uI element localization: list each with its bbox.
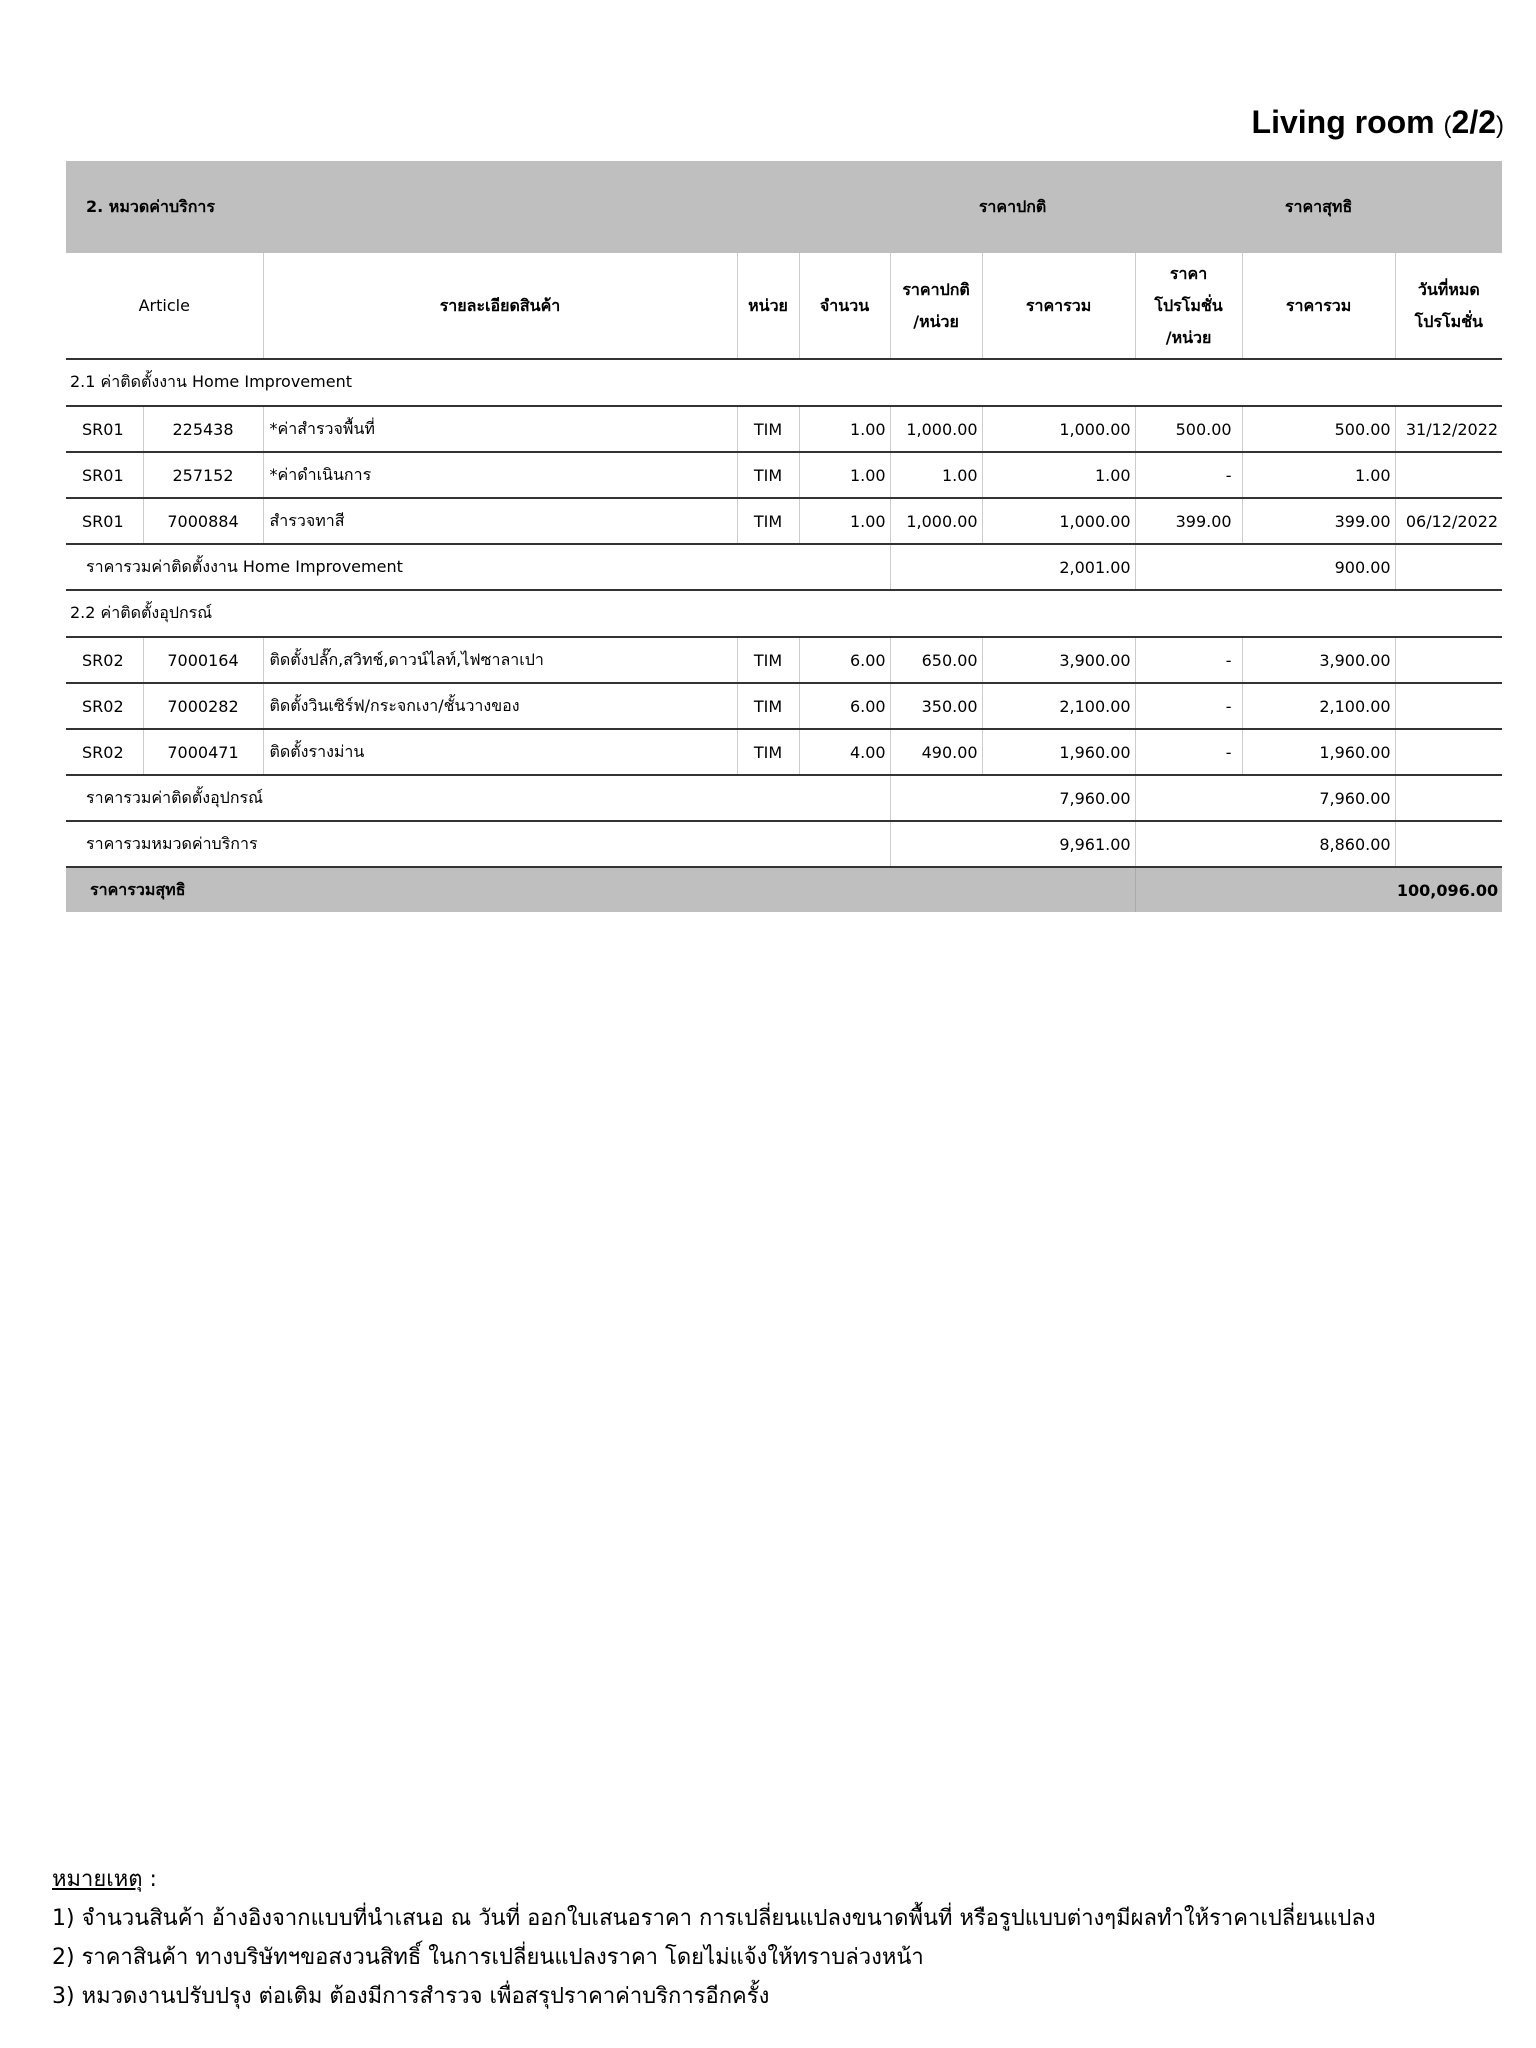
item-promo-price: - [1135, 452, 1242, 498]
item-qty: 4.00 [799, 729, 890, 775]
item-net-total: 2,100.00 [1242, 683, 1395, 729]
item-unit: TIM [737, 637, 799, 683]
item-detail: ติดตั้งปลั๊ก,สวิทช์,ดาวน์ไลท์,ไฟซาลาเปา [263, 637, 737, 683]
item-net-total: 1,960.00 [1242, 729, 1395, 775]
item-unit-price: 1,000.00 [890, 406, 982, 452]
subtotal-normal: 2,001.00 [890, 544, 1135, 590]
item-total: 1,000.00 [982, 406, 1135, 452]
item-total: 3,900.00 [982, 637, 1135, 683]
item-code: SR02 [66, 729, 143, 775]
item-total: 1,960.00 [982, 729, 1135, 775]
item-unit-price: 490.00 [890, 729, 982, 775]
item-unit: TIM [737, 452, 799, 498]
item-unit-price: 650.00 [890, 637, 982, 683]
table-row [66, 452, 1502, 498]
section-title: 2. หมวดค่าบริการ [66, 161, 890, 253]
note-line-2: 2) ราคาสินค้า ทางบริษัทฯขอสงวนสิทธิ์ ในการเปลี่ยนแปลงราคา โดยไม่แจ้งให้ทราบล่วงหน้า [52, 1945, 924, 1970]
col-unit: หน่วย [737, 253, 799, 359]
item-promo-end [1395, 683, 1502, 729]
table-row [66, 406, 1502, 452]
item-article: 257152 [143, 452, 263, 498]
section-row [66, 359, 1502, 406]
item-article: 7000164 [143, 637, 263, 683]
col-article: Article [138, 295, 190, 315]
section-heading: 2.2 ค่าติดตั้งอุปกรณ์ [66, 590, 1502, 637]
table-row [66, 498, 1502, 544]
grand-total-row [66, 867, 1502, 912]
item-net-total: 399.00 [1242, 498, 1395, 544]
col-promo-end: วันที่หมด โปรโมชั่น [1395, 253, 1502, 359]
col-total: ราคารวม [982, 253, 1135, 359]
item-detail: ติดตั้งรางม่าน [263, 729, 737, 775]
category-total-label: ราคารวมหมวดค่าบริการ [66, 821, 890, 867]
note-line-1: 1) จำนวนสินค้า อ้างอิงจากแบบที่นำเสนอ ณ วันที่ ออกใบเสนอราคา การเปลี่ยนแปลงขนาดพื้นที่ หรือรูปแบบต่างๆมีผลทำให้ราคาเปลี่ยนแปลง [52, 1906, 1376, 1931]
item-promo-end [1395, 452, 1502, 498]
item-detail: *ค่าดำเนินการ [263, 452, 737, 498]
item-article: 225438 [143, 406, 263, 452]
item-code: SR01 [66, 498, 143, 544]
item-qty: 1.00 [799, 452, 890, 498]
col-qty: จำนวน [799, 253, 890, 359]
table-row [66, 637, 1502, 683]
item-qty: 1.00 [799, 498, 890, 544]
notes-title: หมายเหตุ : [52, 1867, 157, 1892]
item-code: SR01 [66, 406, 143, 452]
item-promo-end: 31/12/2022 [1395, 406, 1502, 452]
item-net-total: 3,900.00 [1242, 637, 1395, 683]
item-promo-end [1395, 729, 1502, 775]
table-row [66, 729, 1502, 775]
item-code: SR02 [66, 683, 143, 729]
item-qty: 1.00 [799, 406, 890, 452]
subtotal-row [66, 775, 1502, 821]
note-line-3: 3) หมวดงานปรับปรุง ต่อเติม ต้องมีการสำรวจ เพื่อสรุปราคาค่าบริการอีกครั้ง [52, 1984, 770, 2009]
item-promo-price: - [1135, 683, 1242, 729]
item-promo-price: 399.00 [1135, 498, 1242, 544]
item-unit-price: 1.00 [890, 452, 982, 498]
item-promo-price: - [1135, 637, 1242, 683]
item-promo-end [1395, 637, 1502, 683]
item-net-total: 500.00 [1242, 406, 1395, 452]
subtotal-label: ราคารวมค่าติดตั้งอุปกรณ์ [66, 775, 890, 821]
table-body [66, 359, 1502, 821]
item-net-total: 1.00 [1242, 452, 1395, 498]
item-total: 1.00 [982, 452, 1135, 498]
subtotal-normal: 7,960.00 [890, 775, 1135, 821]
grand-total-value: 100,096.00 [1135, 867, 1502, 912]
table-row [66, 683, 1502, 729]
item-code: SR02 [66, 637, 143, 683]
item-promo-end: 06/12/2022 [1395, 498, 1502, 544]
item-promo-price: - [1135, 729, 1242, 775]
item-detail: สำรวจทาสี [263, 498, 737, 544]
item-unit: TIM [737, 406, 799, 452]
item-promo-price: 500.00 [1135, 406, 1242, 452]
item-detail: ติดตั้งวินเซิร์ฟ/กระจกเงา/ชั้นวางของ [263, 683, 737, 729]
item-unit: TIM [737, 683, 799, 729]
group-normal-price: ราคาปกติ [890, 161, 1135, 253]
item-total: 1,000.00 [982, 498, 1135, 544]
notes [52, 1860, 1376, 2016]
subtotal-net: 900.00 [1135, 544, 1395, 590]
group-net-price: ราคาสุทธิ [1135, 161, 1502, 253]
col-detail: รายละเอียดสินค้า [263, 253, 737, 359]
item-unit: TIM [737, 498, 799, 544]
page-title: Living room (2/2) [1251, 104, 1504, 140]
category-header-row [66, 161, 1502, 253]
grand-total-label: ราคารวมสุทธิ [66, 867, 1135, 912]
col-unit-price: ราคาปกติ /หน่วย [890, 253, 982, 359]
item-qty: 6.00 [799, 637, 890, 683]
column-header-row [66, 253, 1502, 359]
item-code: SR01 [66, 452, 143, 498]
item-detail: *ค่าสำรวจพื้นที่ [263, 406, 737, 452]
col-net-total: ราคารวม [1242, 253, 1395, 359]
item-qty: 6.00 [799, 683, 890, 729]
subtotal-row [66, 544, 1502, 590]
category-total-net: 8,860.00 [1135, 821, 1395, 867]
category-total-normal: 9,961.00 [890, 821, 1135, 867]
quotation-table [66, 161, 1502, 912]
item-unit-price: 350.00 [890, 683, 982, 729]
item-article: 7000884 [143, 498, 263, 544]
subtotal-label: ราคารวมค่าติดตั้งงาน Home Improvement [66, 544, 890, 590]
item-unit-price: 1,000.00 [890, 498, 982, 544]
section-row [66, 590, 1502, 637]
item-unit: TIM [737, 729, 799, 775]
item-total: 2,100.00 [982, 683, 1135, 729]
item-article: 7000282 [143, 683, 263, 729]
category-total-row [66, 821, 1502, 867]
col-promo-price: ราคา โปรโมชั่น /หน่วย [1135, 253, 1242, 359]
item-article: 7000471 [143, 729, 263, 775]
section-heading: 2.1 ค่าติดตั้งงาน Home Improvement [66, 359, 1502, 406]
subtotal-net: 7,960.00 [1135, 775, 1395, 821]
